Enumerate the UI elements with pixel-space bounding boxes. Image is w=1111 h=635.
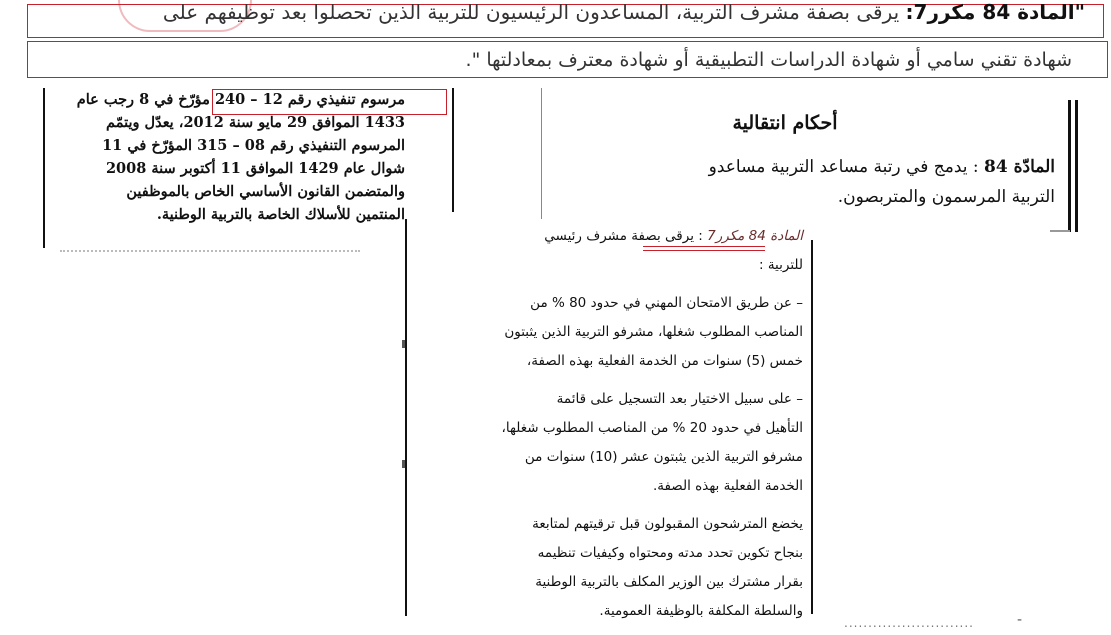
column-rule-right-double-b — [1075, 100, 1078, 232]
banner-line1-text: يرقى بصفة مشرف التربية، المساعدون الرئيسيون للتربية الذين تحصلوا بعد توظيفهم على — [162, 0, 906, 24]
faint-text-remnant — [60, 250, 360, 253]
article-84-bis-7-label: المادة 84 مكرر7 — [707, 228, 803, 244]
section-heading-transitional: أحكام انتقالية — [732, 112, 838, 134]
article-84-label: المادّة 84 — [984, 157, 1055, 177]
intro-line-text: : يرقى بصفة مشرف رئيسي — [544, 228, 708, 244]
paragraph-line: المناصب المطلوب شغلها، مشرفو التربية الذين يثبتون — [504, 324, 803, 340]
decree-line: شوال عام 1429 الموافق 11 أكتوبر سنة 2008 — [105, 160, 405, 177]
intro-line — [418, 222, 803, 251]
paragraph-line: يخضع المترشحون المقبولون قبل ترقيتهم لمتابعة — [532, 516, 803, 532]
decree-line: المرسوم التنفيذي رقم 08 – 315 المؤرّخ في 11 — [102, 137, 405, 154]
article-84-line — [560, 152, 1055, 182]
footer-dotted-leader: ........................... — [844, 616, 974, 630]
column-rule-right-thin — [541, 88, 542, 220]
paragraph-exam-route — [418, 289, 803, 376]
paragraph-line: التأهيل في حدود 20 % من المناصب المطلوب شغلها، — [501, 420, 803, 436]
footer-dash: - — [1017, 612, 1023, 628]
faint-line-remnant — [1050, 230, 1070, 233]
column-rule-middle — [452, 88, 454, 212]
paragraph-line: الخدمة الفعلية بهذه الصفة. — [652, 478, 803, 494]
decree-line: المنتمين للأسلاك الخاصة بالتربية الوطنية. — [156, 206, 405, 223]
margin-tick — [402, 460, 405, 468]
banner-line-2: شهادة تقني سامي أو شهادة الدراسات التطبيقية أو شهادة معترف بمعادلتها ". — [465, 49, 1072, 71]
panel-rule-right — [811, 240, 813, 614]
paragraph-line: – عن طريق الامتحان المهني في حدود 80 % من — [530, 295, 803, 311]
paragraph-selection-route — [418, 385, 803, 501]
banner-article-title: "المادة 84 مكرر7: — [905, 0, 1085, 24]
decree-line: مرسوم تنفيذي رقم 12 – 240 مؤرّخ في 8 رجب عام — [76, 91, 405, 108]
decree-line: 1433 الموافق 29 مايو سنة 2012، يعدّل ويتمّم — [106, 114, 405, 131]
intro-line: للتربية : — [758, 257, 803, 273]
article-84-bis-7-text — [418, 222, 803, 635]
panel-rule-left — [405, 219, 407, 616]
article-84-text — [560, 152, 1055, 212]
banner-line-1 — [100, 0, 1085, 24]
column-rule-right-double-a — [1068, 100, 1071, 232]
article-84-line: التربية المرسمون والمتربصون. — [837, 187, 1055, 207]
paragraph-training-requirement — [418, 510, 803, 626]
decree-line: والمتضمن القانون الأساسي الخاص بالموظفين — [126, 183, 405, 200]
article-84-line-text: : يدمج في رتبة مساعد التربية مساعدو — [708, 157, 979, 177]
intro-paragraph — [418, 222, 803, 280]
column-rule-left — [43, 88, 45, 248]
margin-tick — [402, 340, 405, 348]
paragraph-line: خمس (5) سنوات من الخدمة الفعلية بهذه الصفة، — [526, 353, 803, 369]
paragraph-line: مشرفو التربية الذين يثبتون عشر (10) سنوات من — [524, 449, 803, 465]
paragraph-line: والسلطة المكلفة بالوظيفة العمومية. — [599, 603, 803, 619]
decree-citation — [60, 88, 405, 226]
paragraph-line: – على سبيل الاختيار بعد التسجيل على قائمة — [556, 391, 803, 407]
paragraph-line: بنجاح تكوين تحدد مدته ومحتواه وكيفيات تنظيمه — [537, 545, 803, 561]
paragraph-line: بقرار مشترك بين الوزير المكلف بالتربية الوطنية — [535, 574, 803, 590]
